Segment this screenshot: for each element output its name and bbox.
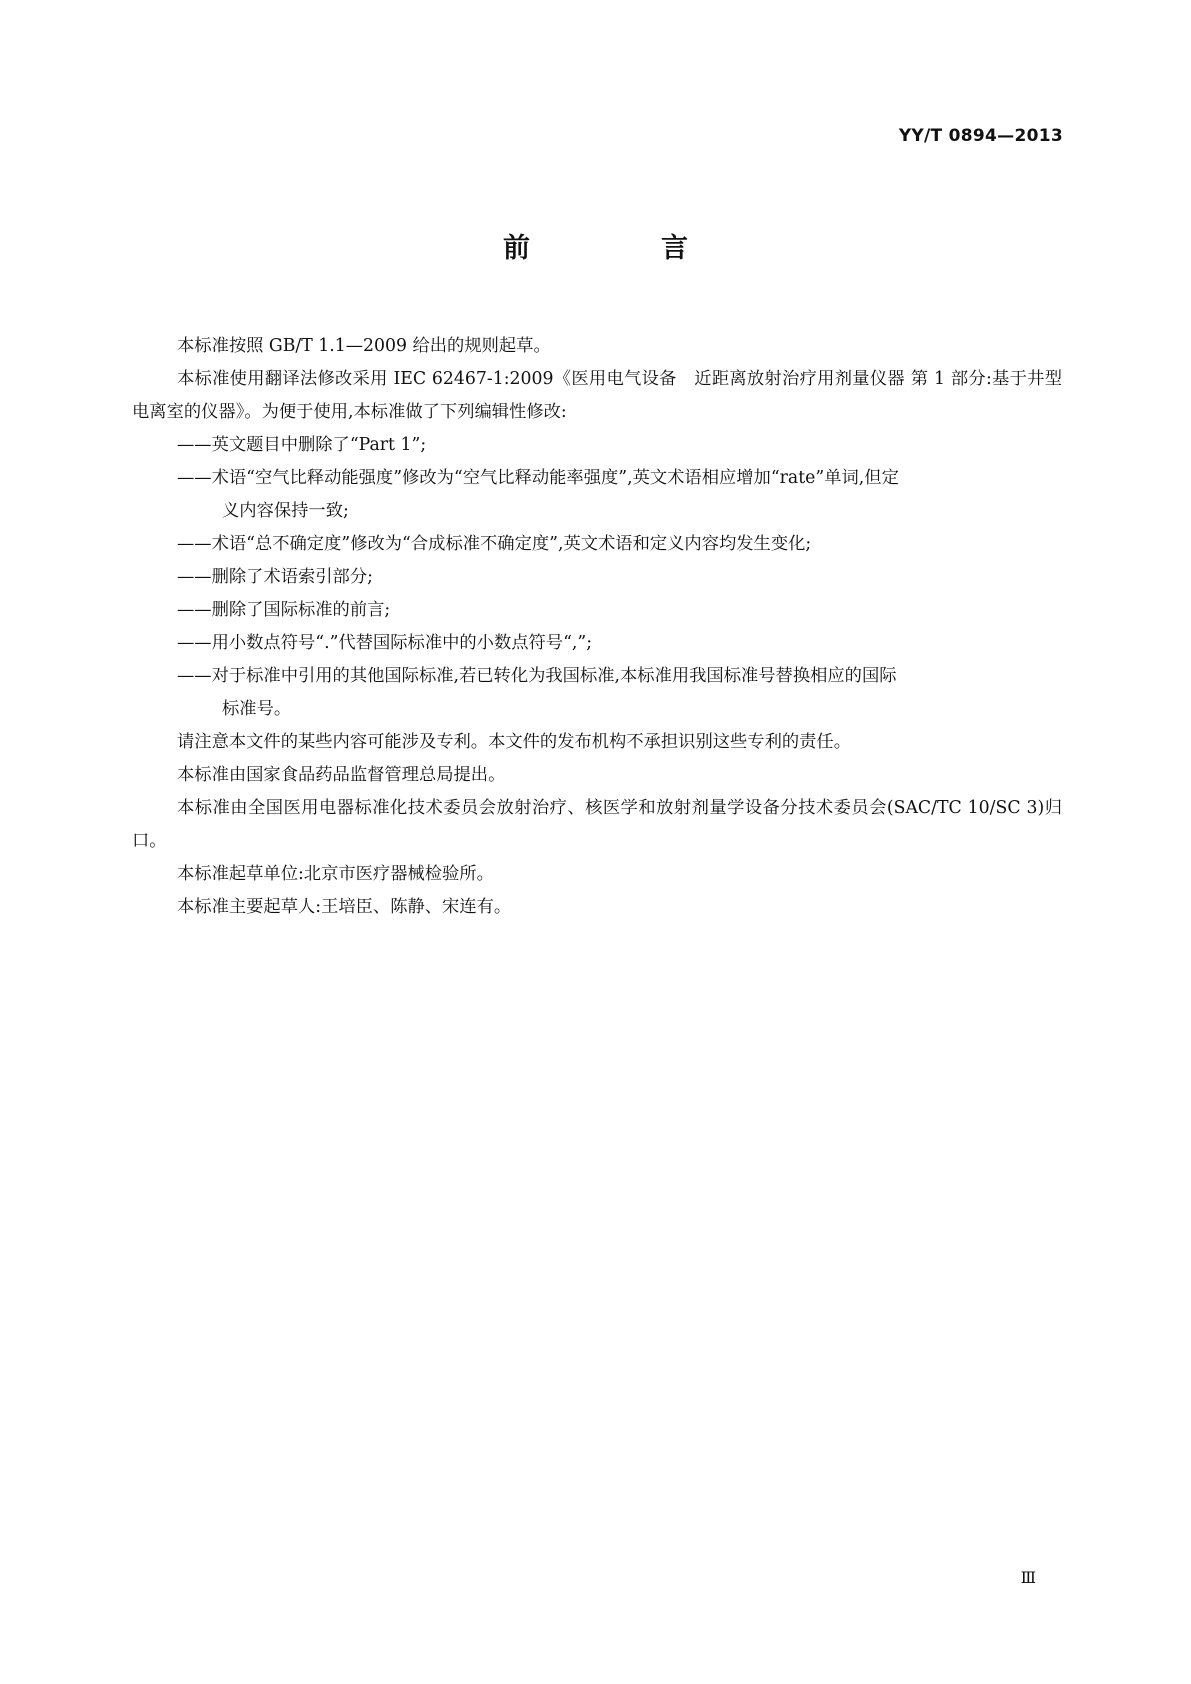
paragraph: 本标准由全国医用电器标准化技术委员会放射治疗、核医学和放射剂量学设备分技术委员会(SAC/TC 10/SC 3)归口。: [132, 798, 1062, 851]
list-item: [132, 462, 1062, 528]
list-item: [132, 660, 1062, 726]
paragraph: 请注意本文件的某些内容可能涉及专利。本文件的发布机构不承担识别这些专利的责任。: [177, 732, 851, 752]
list-item: [132, 429, 1062, 462]
list-item-text: ——用小数点符号“.”代替国际标准中的小数点符号“,”;: [177, 633, 593, 653]
list-item-text: ——术语“总不确定度”修改为“合成标准不确定度”,英文术语和定义内容均发生变化;: [177, 534, 812, 554]
paragraph: 本标准由国家食品药品监督管理总局提出。: [177, 765, 506, 785]
list-item-continuation: 标准号。: [222, 699, 292, 719]
paragraph: 本标准按照 GB/T 1.1—2009 给出的规则起草。: [177, 336, 551, 356]
standard-number: YY/T 0894—2013: [898, 126, 1063, 146]
foreword-body: [132, 330, 1062, 924]
list-item: [132, 627, 1062, 660]
page-title: 前 言: [503, 233, 740, 264]
paragraph: 本标准使用翻译法修改采用 IEC 62467-1:2009《医用电气设备 近距离放射治疗用剂量仪器 第 1 部分:基于井型电离室的仪器》。为便于使用,本标准做了下列编辑性修改:: [132, 369, 1062, 422]
paragraph: 本标准起草单位:北京市医疗器械检验所。: [177, 864, 494, 884]
list-item-text: ——英文题目中删除了“Part 1”;: [177, 435, 427, 455]
list-item-text: ——删除了国际标准的前言;: [177, 600, 391, 620]
list-item: [132, 528, 1062, 561]
list-item-continuation: 义内容保持一致;: [222, 501, 349, 521]
list-item-text: ——删除了术语索引部分;: [177, 567, 373, 587]
list-item-text: ——术语“空气比释动能强度”修改为“空气比释动能率强度”,英文术语相应增加“rate”单词,但定: [177, 468, 899, 488]
paragraph: 本标准主要起草人:王培臣、陈静、宋连有。: [177, 897, 512, 917]
page-number: Ⅲ: [1020, 1568, 1036, 1587]
list-item: [132, 594, 1062, 627]
list-item: [132, 561, 1062, 594]
list-item-text: ——对于标准中引用的其他国际标准,若已转化为我国标准,本标准用我国标准号替换相应的国际: [177, 666, 897, 686]
